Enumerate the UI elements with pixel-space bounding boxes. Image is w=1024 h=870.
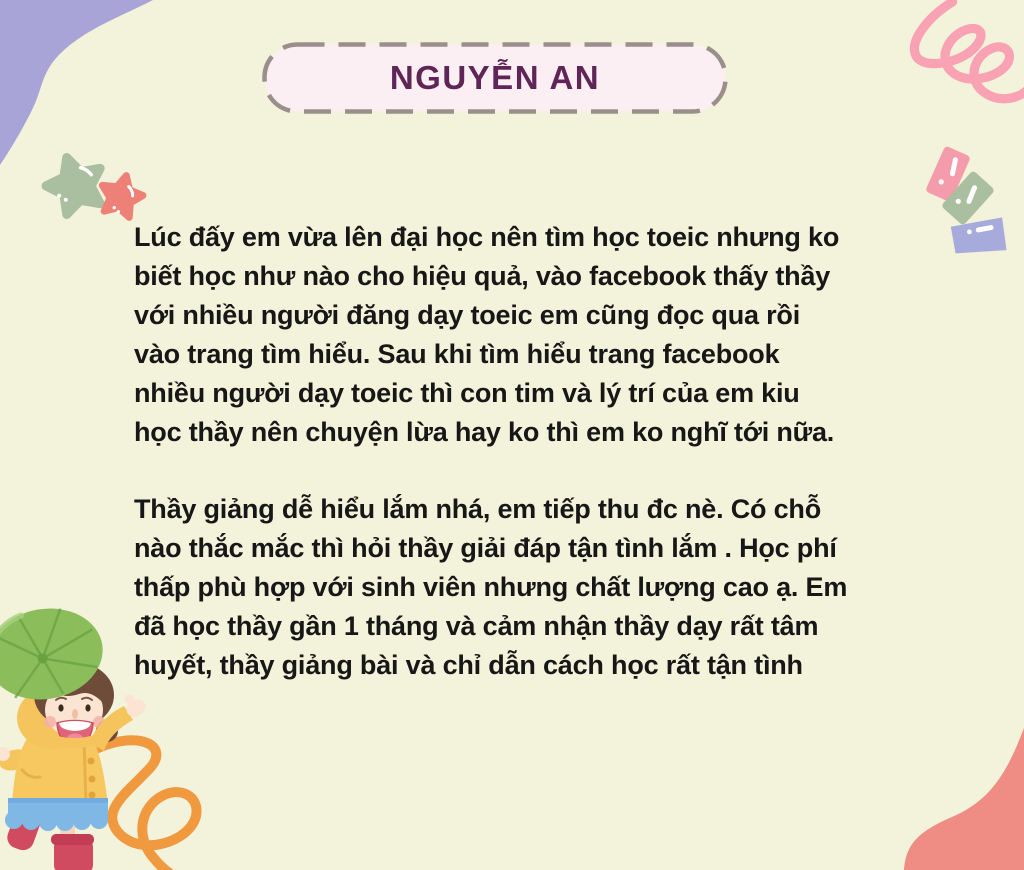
periwinkle-confetti-icon <box>950 217 1006 255</box>
pink-coil-squiggle-icon <box>894 0 1024 125</box>
orange-lasso-squiggle-icon <box>98 740 197 870</box>
badge-name-label: NGUYỄN AN <box>389 59 601 96</box>
text-line: Lúc đấy em vừa lên đại học nên tìm học toeic nhưng ko <box>134 222 840 252</box>
text-line: với nhiều người đăng dạy toeic em cũng đọc qua rồi <box>134 300 801 330</box>
text-line: đã học thầy gần 1 tháng và cảm nhận thầy dạy rất tâm <box>134 611 819 641</box>
text-line: huyết, thầy giảng bài và chỉ dẫn cách học rất tận tình <box>134 650 803 680</box>
text-line: học thầy nên chuyện lừa hay ko thì em ko nghĩ tới nữa. <box>134 417 835 447</box>
name-badge <box>262 42 728 114</box>
text-line: nào thắc mắc thì hỏi thầy giải đáp tận tình lắm . Học phí <box>134 533 837 563</box>
testimonial-text <box>134 218 934 685</box>
coral-star-icon <box>96 171 146 220</box>
text-line: vào trang tìm hiểu. Sau khi tìm hiểu trang facebook <box>134 339 780 369</box>
testimonial-paragraph-1 <box>134 218 934 452</box>
coral-corner-blob-icon <box>894 725 1024 870</box>
text-line: Thầy giảng dễ hiểu lắm nhá, em tiếp thu đc nè. Có chỗ <box>134 494 821 524</box>
text-line: biết học như nào cho hiệu quả, vào facebook thấy thầy <box>134 261 831 291</box>
text-line: thấp phù hợp với sinh viên nhưng chất lượng cao ạ. Em <box>134 572 848 602</box>
testimonial-paragraph-2 <box>134 490 934 685</box>
text-line: nhiều người dạy toeic thì con tim và lý trí của em kiu <box>134 378 800 408</box>
